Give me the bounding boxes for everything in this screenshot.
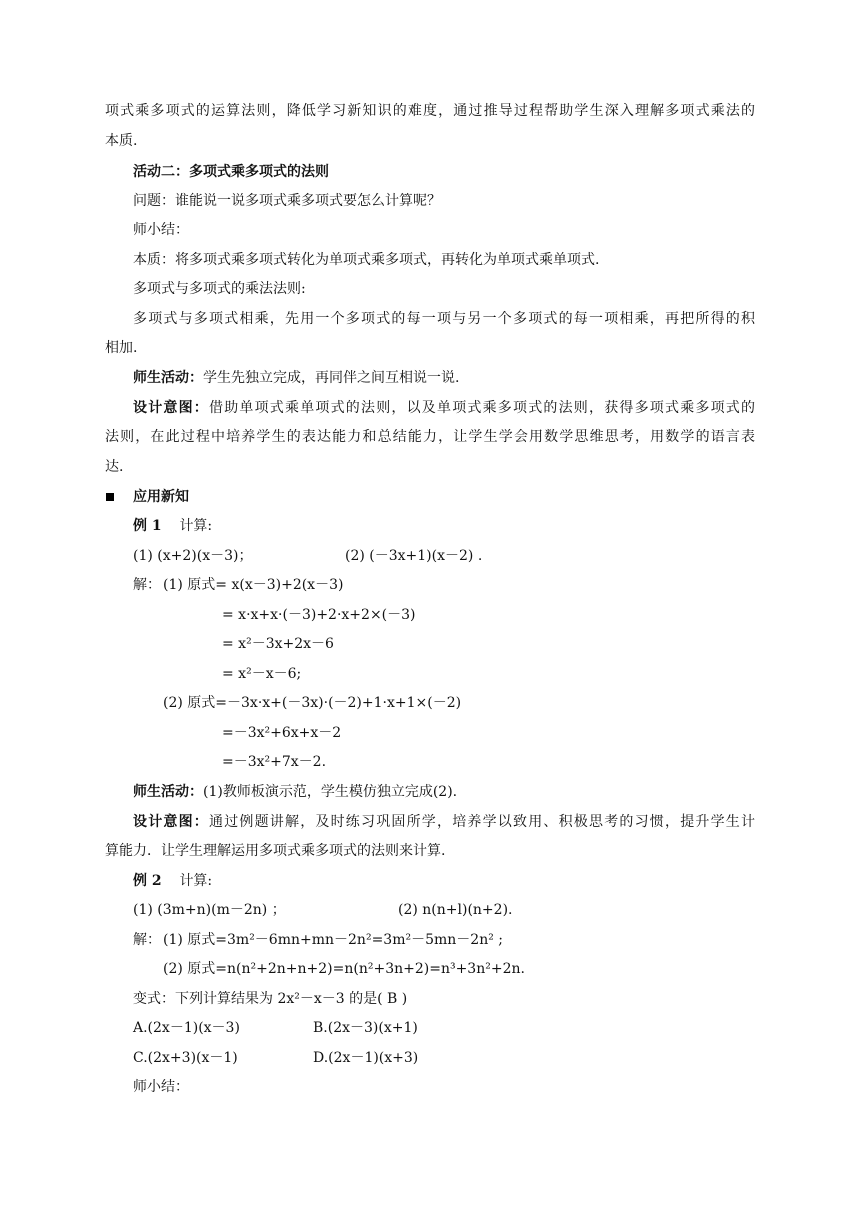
- example1-design-intent-line-2: 算能力．让学生理解运用多项式乘多项式的法则来计算.: [105, 843, 446, 859]
- example1-sol1-line-d: = x²－x－6;: [222, 666, 302, 682]
- example1-sol2-line-b: =－3x²+6x+x－2: [222, 725, 342, 741]
- example1-sol2-line-c: =－3x²+7x－2.: [222, 754, 327, 770]
- example1-solution-label: 解：: [133, 577, 161, 593]
- section-title: 应用新知: [133, 489, 189, 505]
- option-a: A.(2x－1)(x－3): [133, 1020, 240, 1036]
- example1-problem-1: (1) (x+2)(x－3)；: [133, 548, 253, 564]
- activity2-design-intent-line-1: [133, 398, 755, 418]
- example1-sol2-line-a: (2) 原式=－3x·x+(－3x)·(－2)+1·x+1×(－2): [163, 695, 462, 711]
- activity2-design-intent-line-2: 法则，在此过程中培养学生的表达能力和总结能力，让学生学会用数学思维思考，用数学的语言表: [105, 429, 755, 445]
- example2-sol1: (1) 原式=3m²－6mn+mn－2n²=3m²－5mn－2n² ;: [163, 932, 503, 948]
- example2-prompt: 计算:: [179, 873, 213, 889]
- example2-heading: [133, 871, 212, 891]
- example2-label: 例 2: [133, 873, 162, 889]
- activity-label: 师生活动：: [133, 784, 203, 800]
- option-b: B.(2x－3)(x+1): [313, 1020, 418, 1036]
- example1-design-intent-line-1: [133, 812, 755, 832]
- activity2-rule-label: 多项式与多项式的乘法法则:: [133, 281, 306, 297]
- intent-label: 设计意图：: [133, 814, 209, 830]
- activity2-teacher-student-activity: [133, 368, 459, 388]
- activity2-design-intent-line-3: 达.: [105, 459, 124, 475]
- example2-problem-2: (2) n(n+l)(n+2).: [398, 902, 513, 918]
- intro-line-1: 项式乘多项式的运算法则，降低学习新知识的难度，通过推导过程帮助学生深入理解多项式乘法的: [105, 103, 755, 119]
- example1-teacher-student-activity: [133, 782, 457, 802]
- activity2-summary-label: 师小结：: [133, 222, 189, 238]
- example2-problem-1: (1) (3m+n)(m－2n) ；: [133, 902, 286, 918]
- activity2-rule-line-2: 相加.: [105, 340, 138, 356]
- example1-prompt: 计算:: [179, 518, 213, 534]
- activity2-rule-line-1: 多项式与多项式相乘，先用一个多项式的每一项与另一个多项式的每一项相乘，再把所得的积: [133, 311, 755, 327]
- activity2-essence: 本质：将多项式乘多项式转化为单项式乘多项式，再转化为单项式乘单项式.: [133, 252, 600, 268]
- example2-summary-label: 师小结：: [133, 1079, 189, 1095]
- example1-sol1-line-a: (1) 原式= x(x－3)+2(x－3): [163, 577, 344, 593]
- intro-line-2: 本质.: [105, 133, 138, 149]
- activity-text: (1)教师板演示范，学生模仿独立完成(2).: [203, 784, 458, 800]
- activity2-question: 问题：谁能说一说多项式乘多项式要怎么计算呢？: [133, 193, 441, 209]
- example1-sol1-line-b: = x·x+x·(－3)+2·x+2×(－3): [222, 607, 416, 623]
- example2-sol2: (2) 原式=n(n²+2n+n+2)=n(n²+3n+2)=n³+3n²+2n.: [163, 961, 525, 977]
- activity-text: 学生先独立完成，再同伴之间互相说一说.: [203, 370, 460, 386]
- activity-label: 师生活动：: [133, 370, 203, 386]
- example2-solution-label: 解：: [133, 932, 161, 948]
- intent-text: 借助单项式乘单项式的法则，以及单项式乘多项式的法则，获得多项式乘多项式的: [209, 400, 755, 416]
- example1-heading: [133, 516, 212, 536]
- activity2-title: 活动二：多项式乘多项式的法则: [133, 164, 329, 180]
- intent-text: 通过例题讲解，及时练习巩固所学，培养学以致用、积极思考的习惯，提升学生计: [209, 814, 755, 830]
- example1-problem-2: (2) (－3x+1)(x－2) .: [345, 548, 483, 564]
- variant-question: 变式：下列计算结果为 2x²－x－3 的是( B ): [133, 991, 408, 1007]
- example1-label: 例 1: [133, 518, 162, 534]
- example1-sol1-line-c: = x²－3x+2x－6: [222, 636, 334, 652]
- square-bullet-icon: [106, 493, 114, 501]
- intent-label: 设计意图：: [133, 400, 209, 416]
- option-c: C.(2x+3)(x－1): [133, 1050, 238, 1066]
- option-d: D.(2x－1)(x+3): [313, 1050, 419, 1066]
